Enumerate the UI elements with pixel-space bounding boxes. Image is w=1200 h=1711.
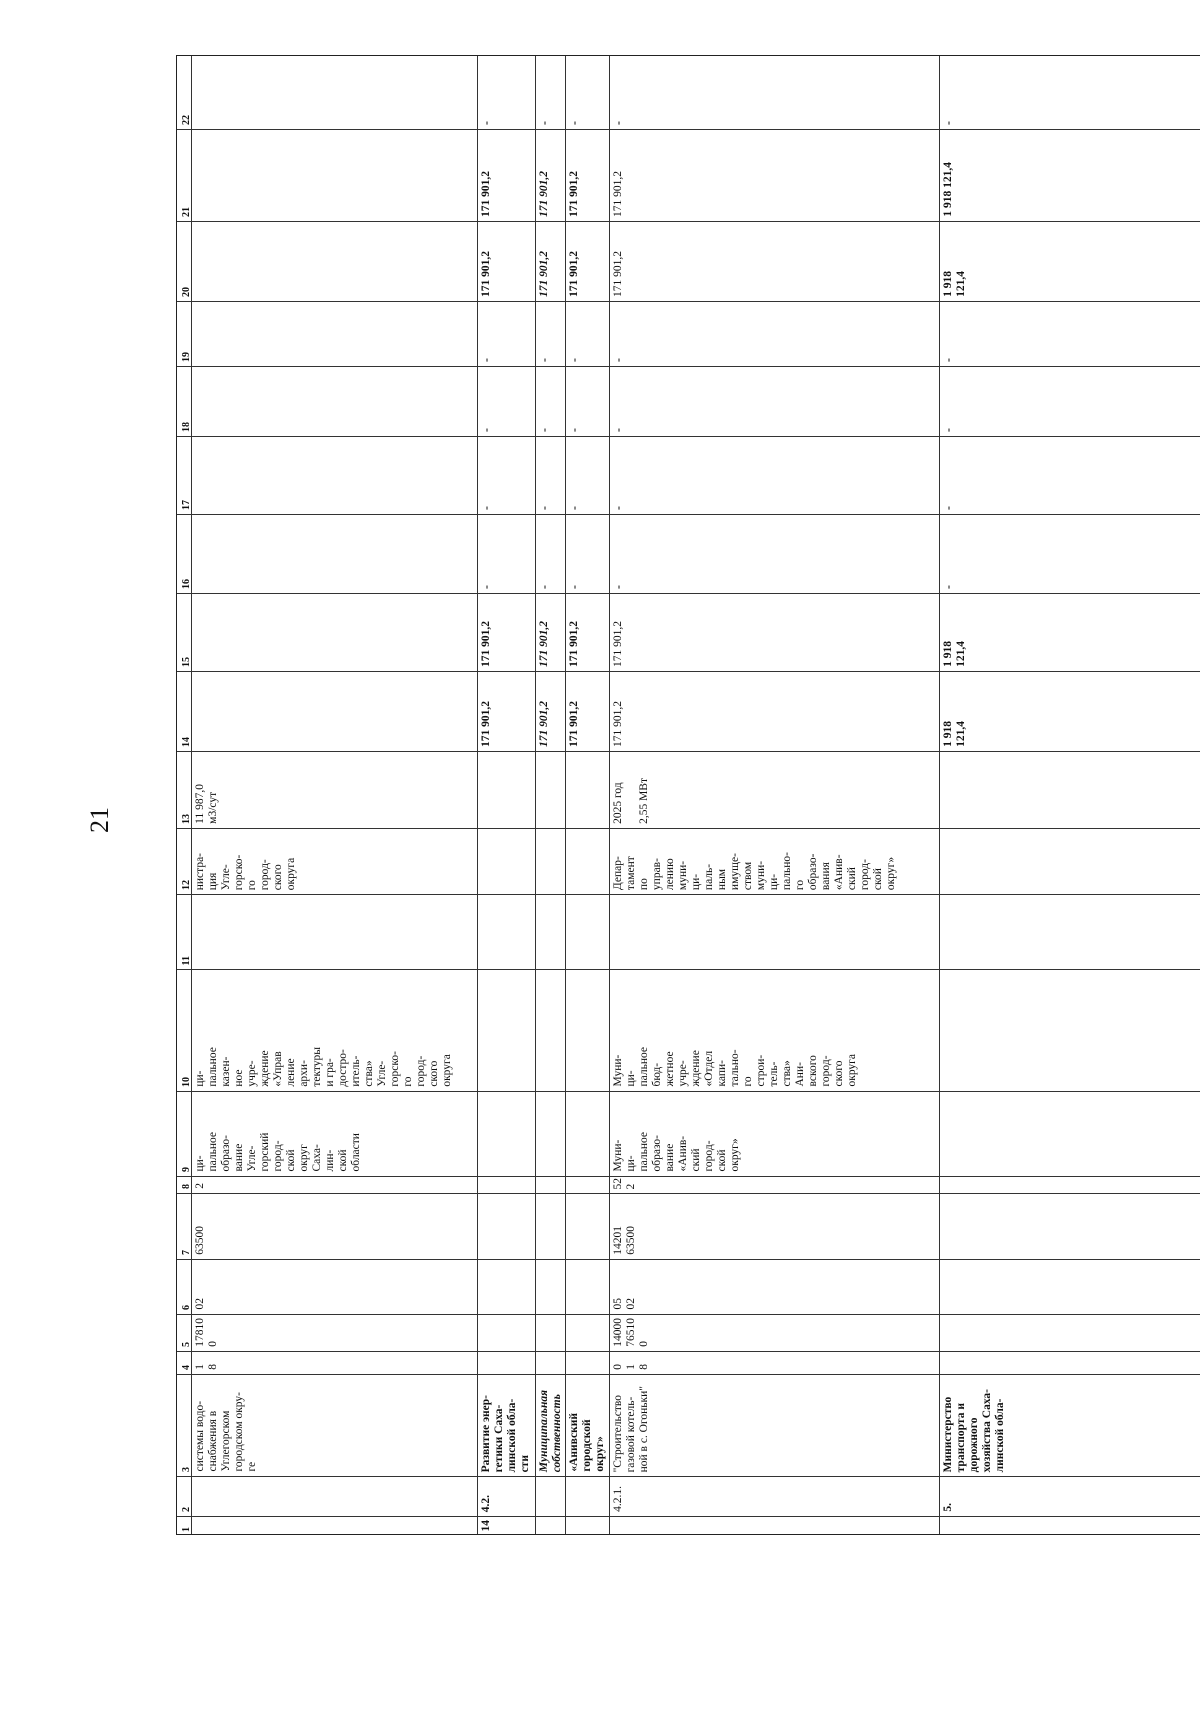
- column-number-17: 17: [181, 500, 192, 510]
- cell-r5-c22: -: [611, 121, 625, 125]
- column-divider-line: [177, 1476, 1200, 1477]
- column-divider-line: [177, 1091, 1200, 1092]
- cell-r3-c3: Муниципальная собственность: [538, 1390, 563, 1473]
- column-divider-line: [177, 751, 1200, 752]
- cell-r5-c5: 14000 76510 0: [612, 1318, 650, 1347]
- column-divider-line: [177, 1516, 1200, 1517]
- cell-r6-c20: 1 918 121,4: [942, 271, 967, 297]
- cell-r4-c16: -: [567, 585, 581, 589]
- cell-r6-c21: 1 918 121,4: [942, 162, 954, 217]
- cell-r5-c19: -: [611, 358, 625, 362]
- column-number-1: 1: [181, 1527, 192, 1532]
- column-number-4: 4: [181, 1365, 192, 1370]
- cell-r2-c19: -: [479, 358, 493, 362]
- cell-r2-c1: 14: [480, 1520, 492, 1532]
- cell-r2-c17: -: [479, 506, 493, 510]
- cell-r5-c3: "Строительство газовой котель- ной в с. Огоньки": [612, 1386, 650, 1473]
- column-divider-line: [177, 129, 1200, 130]
- cell-r4-c20: 171 901,2: [568, 251, 580, 297]
- cell-r5-c15: 171 901,2: [612, 621, 624, 667]
- cell-r5-c12: Депар- тамент по управ- лению муни- ци- паль- ным имуще- ством муни- ци- пально- го образо- вания «Анив- ский город- ской округ»: [612, 852, 897, 891]
- column-divider-line: [177, 1259, 1200, 1260]
- cell-r6-c14: 1 918 121,4: [942, 721, 967, 747]
- cell-r6-c17: -: [941, 506, 955, 510]
- column-divider-line: [177, 828, 1200, 829]
- cell-r3-c19: -: [537, 358, 551, 362]
- cell-r2-c14: 171 901,2: [480, 701, 492, 747]
- cell-r1-c10: ци- пальное казен- ное учре- ждение «Управ ление архи- тектуры и гра- достро- итель- ства» Угле- горско- го город- ского округа: [194, 1047, 453, 1087]
- column-number-18: 18: [181, 422, 192, 432]
- cell-r5-c9: Муни- ци- пальное образо- вание «Анив- ский город- ской округ»: [612, 1132, 741, 1172]
- cell-r2-c3: Развитие энер- гетики Саха- линской обла- сти: [480, 1395, 531, 1473]
- cell-r5-c18: -: [611, 428, 625, 432]
- cell-r1-c7: 63500: [194, 1226, 206, 1255]
- cell-r2-c15: 171 901,2: [480, 621, 492, 667]
- column-divider-line: [177, 593, 1200, 594]
- column-divider-line: [177, 894, 1200, 895]
- column-divider-line: [177, 1193, 1200, 1194]
- row-divider-line: [939, 56, 940, 1534]
- cell-r5-c2: 4.2.1.: [612, 1486, 624, 1512]
- cell-r5-c17: -: [611, 506, 625, 510]
- column-number-10: 10: [181, 1077, 192, 1087]
- column-divider-line: [177, 221, 1200, 222]
- row-divider-line: [535, 56, 536, 1534]
- cell-r1-c9: ци- пальное образо- вание Угле- горский город- ской округ Саха- лин- ской области: [194, 1132, 362, 1172]
- column-divider-line: [177, 1314, 1200, 1315]
- cell-r1-c12: нистра- ция Угле- горско- го город- ского округа: [194, 853, 297, 891]
- cell-r6-c2: 5.: [942, 1503, 954, 1512]
- cell-r2-c18: -: [479, 428, 493, 432]
- cell-r6-c3: Министерство транспорта и дорожного хозяйства Саха- линской обла-: [942, 1389, 1006, 1473]
- column-number-16: 16: [181, 579, 192, 589]
- cell-r5-c20: 171 901,2: [612, 251, 624, 297]
- cell-r3-c20: 171 901,2: [538, 251, 550, 297]
- cell-r6-c22: -: [941, 121, 955, 125]
- cell-r2-c20: 171 901,2: [480, 251, 492, 297]
- cell-r6-c18: -: [941, 428, 955, 432]
- column-number-5: 5: [181, 1342, 192, 1347]
- column-number-13: 13: [181, 814, 192, 824]
- cell-r1-c6: 02: [194, 1298, 206, 1310]
- cell-r3-c14: 171 901,2: [538, 701, 550, 747]
- cell-r4-c18: -: [567, 428, 581, 432]
- column-number-7: 7: [181, 1250, 192, 1255]
- column-number-19: 19: [181, 352, 192, 362]
- cell-r3-c18: -: [537, 428, 551, 432]
- cell-r4-c14: 171 901,2: [568, 701, 580, 747]
- cell-r5-c14: 171 901,2: [612, 701, 624, 747]
- column-number-11: 11: [181, 956, 192, 966]
- cell-r5-c6: 05 02: [612, 1298, 637, 1310]
- cell-r5-c16: -: [611, 585, 625, 589]
- column-number-9: 9: [181, 1167, 192, 1172]
- cell-r4-c21: 171 901,2: [568, 171, 580, 217]
- cell-r2-c2: 4.2.: [480, 1495, 492, 1513]
- cell-r3-c15: 171 901,2: [538, 621, 550, 667]
- column-number-8: 8: [181, 1184, 192, 1189]
- column-divider-line: [177, 1351, 1200, 1352]
- cell-r3-c22: -: [537, 121, 551, 125]
- cell-r5-c4: 0 1 8: [612, 1364, 650, 1370]
- cell-r4-c17: -: [567, 506, 581, 510]
- column-number-2: 2: [181, 1507, 192, 1512]
- cell-r1-c5: 17810 0: [194, 1318, 219, 1347]
- column-divider-line: [177, 301, 1200, 302]
- column-number-21: 21: [181, 207, 192, 217]
- cell-r1-c3: системы водо- снабжения в Углегорском городском окру- ге: [194, 1392, 258, 1472]
- column-divider-line: [177, 436, 1200, 437]
- column-divider-line: [177, 514, 1200, 515]
- row-divider-line: [609, 56, 610, 1534]
- cell-r5-c13: 2025 год 2,55 МВт: [612, 778, 650, 824]
- cell-r4-c19: -: [567, 358, 581, 362]
- cell-r1-c13: 11 987,0 м3/сут: [194, 784, 219, 824]
- column-number-15: 15: [181, 657, 192, 667]
- cell-r4-c3: «Анивский городской округ»: [568, 1413, 606, 1472]
- row-divider-line: [565, 56, 566, 1534]
- column-divider-line: [177, 671, 1200, 672]
- cell-r6-c16: -: [941, 585, 955, 589]
- cell-r4-c15: 171 901,2: [568, 621, 580, 667]
- cell-r1-c8: 2: [194, 1183, 206, 1189]
- cell-r2-c16: -: [479, 585, 493, 589]
- cell-r1-c4: 1 8: [194, 1364, 219, 1370]
- cell-r3-c17: -: [537, 506, 551, 510]
- column-divider-line: [177, 366, 1200, 367]
- cell-r2-c21: 171 901,2: [480, 171, 492, 217]
- cell-r5-c21: 171 901,2: [612, 171, 624, 217]
- cell-r4-c22: -: [567, 121, 581, 125]
- cell-r5-c10: Муни- ци- пальное бюд- жетное учре- ждение «Отдел капи- тально- го строи- тель- ства» Ани- вского город- ского округа: [612, 1047, 858, 1087]
- cell-r3-c16: -: [537, 585, 551, 589]
- column-number-14: 14: [181, 737, 192, 747]
- column-divider-line: [177, 1176, 1200, 1177]
- cell-r6-c15: 1 918 121,4: [942, 641, 967, 667]
- row-divider-line: [477, 56, 478, 1534]
- cell-r5-c8: 52 2: [612, 1178, 637, 1190]
- cell-r2-c22: -: [479, 121, 493, 125]
- column-divider-line: [177, 969, 1200, 970]
- column-number-20: 20: [181, 287, 192, 297]
- column-number-12: 12: [181, 880, 192, 890]
- column-divider-line: [177, 1374, 1200, 1375]
- rotated-data-table: [176, 55, 1200, 1535]
- column-number-6: 6: [181, 1305, 192, 1310]
- cell-r6-c19: -: [941, 358, 955, 362]
- cell-r5-c7: 14201 63500: [612, 1226, 637, 1255]
- cell-r3-c21: 171 901,2: [538, 171, 550, 217]
- column-number-3: 3: [181, 1467, 192, 1472]
- page-number: 21: [85, 807, 114, 833]
- column-number-22: 22: [181, 115, 192, 125]
- row-divider-line: [191, 56, 192, 1534]
